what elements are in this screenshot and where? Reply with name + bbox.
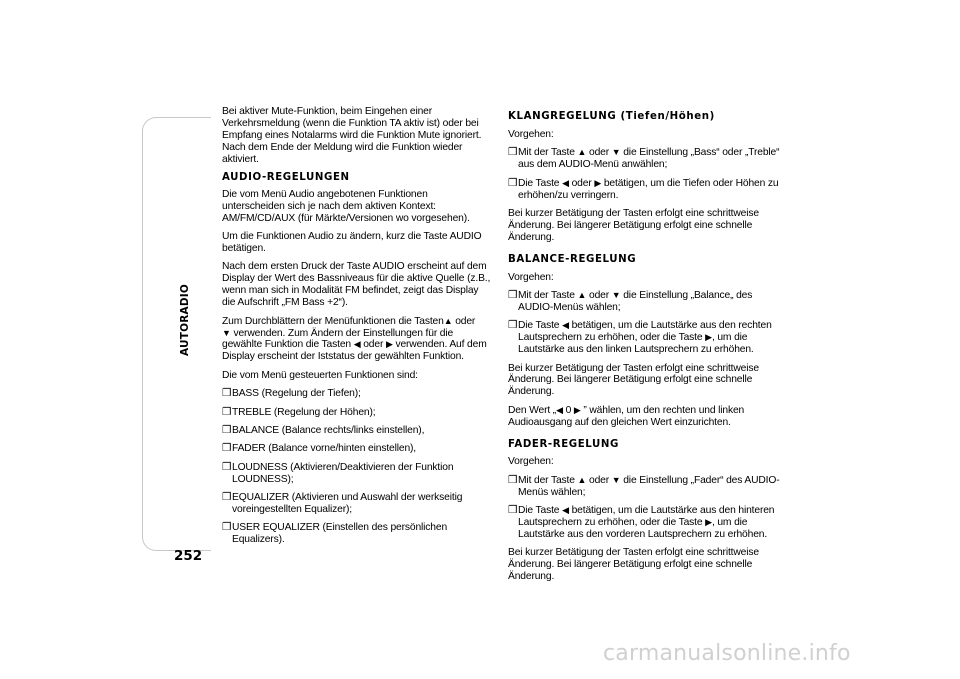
text-fragment: Mit der Taste [518, 147, 575, 159]
page-number: 252 [174, 548, 203, 564]
balance-heading: BALANCE-REGELUNG [508, 253, 637, 265]
text-fragment: betätigen, um die Tiefen oder Höhen zu erhöhen/zu verringern. [518, 177, 779, 201]
text-fragment: oder [589, 289, 610, 301]
list-item [222, 425, 492, 437]
down-arrow-icon: ▼ [611, 147, 621, 158]
list-item [508, 147, 783, 171]
checkbox-bullet-icon: ❒ [508, 289, 518, 301]
left-arrow-icon: ◀ [562, 505, 569, 516]
list-item [222, 388, 492, 400]
list-item [508, 290, 783, 314]
checkbox-bullet-icon: ❒ [508, 177, 518, 189]
fader-note: Bei kurzer Betätigung der Tasten erfolgt eine schrittweise Änderung. Bei längerer Betätigung erfolgt eine schnelle Änderung. [508, 547, 759, 583]
right-arrow-icon: ▶ [385, 339, 393, 350]
text-fragment: Mit der Taste [518, 289, 575, 301]
balance-center-value [508, 405, 783, 429]
checkbox-bullet-icon: ❒ [222, 406, 232, 418]
paragraph-first-press: Nach dem ersten Druck der Taste AUDIO erscheint auf dem Display der Wert des Bassniveaus für die aktive Quelle (z.B., wenn man sich in Modalität FM befindet, zeigt das Display die Aufschrift „FM Bass +2“). [222, 261, 491, 309]
down-arrow-icon: ▼ [222, 327, 231, 338]
list-item [508, 178, 783, 202]
text-fragment: , um die Lautstärke aus den vorderen Lautsprechern zu erhöhen. [518, 517, 768, 540]
fader-vorgehen: Vorgehen: [508, 456, 554, 468]
list-item [222, 492, 492, 516]
list-item [222, 443, 492, 455]
section-tab [168, 260, 202, 380]
paragraph-context: Die vom Menü Audio angebotenen Funktionen unterscheiden sich je nach dem aktiven Kontext: AM/FM/CD/AUX (für Märkte/Versionen wo vorgesehen). [222, 188, 470, 224]
text-fragment: oder [455, 315, 476, 327]
text-fragment: Mit der Taste [518, 474, 575, 486]
checkbox-bullet-icon: ❒ [508, 474, 518, 486]
audio-heading: AUDIO-REGELUNGEN [222, 172, 350, 184]
text-fragment: , um die Lautstärke aus den linken Lautsprechern zu erhöhen. [518, 332, 754, 356]
list-item-text: LOUDNESS (Aktivieren/Deaktivieren der Funktion LOUDNESS); [232, 461, 454, 485]
text-fragment: oder [589, 474, 610, 486]
checkbox-bullet-icon: ❒ [508, 320, 518, 332]
paragraph-navigation [222, 316, 492, 364]
checkbox-bullet-icon: ❒ [222, 424, 232, 436]
paragraph-functions-intro: Die vom Menü gesteuerten Funktionen sind: [222, 369, 418, 381]
list-item-text: BASS (Regelung der Tiefen); [232, 388, 361, 400]
klang-heading: KLANGREGELUNG (Tiefen/Höhen) [508, 111, 715, 122]
right-arrow-icon: ▶ [573, 404, 581, 415]
text-fragment: betätigen, um die Lautstärke aus den hinteren Lautsprechern zu erhöhen, oder die Taste [518, 505, 775, 529]
text-fragment: Den Wert „ [508, 404, 557, 416]
text-fragment: verwenden. Zum Ändern der Einstellungen für die gewählte Funktion die Tasten [222, 327, 454, 351]
right-arrow-icon: ▶ [705, 332, 712, 343]
text-fragment: ” wählen, um den rechten und linken Audioausgang auf den gleichen Wert einzurichten. [508, 404, 745, 428]
checkbox-bullet-icon: ❒ [222, 522, 232, 534]
left-arrow-icon: ◀ [353, 339, 361, 350]
text-fragment: oder [571, 177, 592, 189]
list-item-text: BALANCE (Balance rechts/links einstellen), [232, 424, 425, 436]
text-fragment: Die Taste [518, 320, 560, 332]
left-arrow-icon: ◀ [562, 320, 569, 331]
text-fragment: die Einstellung „Bass“ oder „Treble“ aus dem AUDIO-Menü anwählen; [518, 147, 780, 171]
paragraph-audio-button: Um die Funktionen Audio zu ändern, kurz die Taste AUDIO betätigen. [222, 231, 482, 255]
list-item-text: EQUALIZER (Aktivieren und Auswahl der werkseitig voreingestellten Equalizer); [232, 492, 463, 515]
list-item [222, 462, 492, 486]
checkbox-bullet-icon: ❒ [222, 388, 232, 400]
text-fragment: 0 [565, 404, 572, 416]
checkbox-bullet-icon: ❒ [508, 147, 518, 159]
list-item-text: FADER (Balance vorne/hinten einstellen), [232, 443, 417, 455]
list-item [508, 505, 783, 541]
down-arrow-icon: ▼ [611, 474, 621, 485]
text-fragment: betätigen, um die Lautstärke aus den rechten Lautsprechern zu erhöhen, oder die Taste [518, 320, 772, 344]
text-fragment: Die Taste [518, 177, 560, 189]
right-column [508, 111, 783, 590]
checkbox-bullet-icon: ❒ [222, 461, 232, 473]
balance-vorgehen: Vorgehen: [508, 271, 554, 283]
checkbox-bullet-icon: ❒ [508, 505, 518, 517]
up-arrow-icon: ▲ [577, 147, 587, 158]
list-item [222, 407, 492, 419]
up-arrow-icon: ▲ [443, 315, 453, 326]
text-fragment: oder [363, 339, 384, 351]
text-fragment: Die Taste [518, 505, 560, 517]
list-item-text: TREBLE (Regelung der Höhen); [232, 406, 376, 418]
down-arrow-icon: ▼ [611, 289, 621, 300]
klang-vorgehen: Vorgehen: [508, 128, 554, 140]
left-arrow-icon: ◀ [556, 404, 563, 415]
text-fragment: verwenden. Auf dem Display erscheint der Iststatus der gewählten Funktion. [222, 339, 487, 363]
text-fragment: die Einstellung „Balance„ des AUDIO-Menüs wählen; [518, 289, 753, 313]
right-arrow-icon: ▶ [705, 517, 712, 528]
text-fragment: Zum Durchblättern der Menüfunktionen die Tasten [222, 315, 444, 327]
up-arrow-icon: ▲ [577, 289, 587, 300]
balance-note: Bei kurzer Betätigung der Tasten erfolgt eine schrittweise Änderung. Bei längerer Betätigung erfolgt eine schnelle Änderung. [508, 362, 759, 398]
right-arrow-icon: ▶ [594, 177, 602, 188]
watermark: carmanualsonline.info [603, 641, 851, 666]
fader-heading: FADER-REGELUNG [508, 438, 619, 450]
list-item [508, 320, 783, 356]
text-fragment: die Einstellung „Fader“ des AUDIO-Menüs wählen; [518, 474, 780, 498]
text-fragment: oder [589, 147, 610, 159]
list-item [508, 475, 783, 499]
klang-note: Bei kurzer Betätigung der Tasten erfolgt eine schrittweise Änderung. Bei längerer Betätigung erfolgt eine schnelle Änderung. [508, 207, 759, 243]
checkbox-bullet-icon: ❒ [222, 443, 232, 455]
left-arrow-icon: ◀ [562, 177, 569, 188]
up-arrow-icon: ▲ [577, 474, 587, 485]
section-tab-label: AUTORADIO [179, 284, 191, 356]
list-item-text: USER EQUALIZER (Einstellen des persönlichen Equalizers). [232, 522, 448, 546]
intro-paragraph: Bei aktiver Mute-Funktion, beim Eingehen einer Verkehrsmeldung (wenn die Funktion TA aktiv ist) oder bei Empfang eines Notalarms wird die Funktion Mute ignoriert. Nach dem Ende der Meldung wird die Funktion wieder aktiviert. [222, 106, 482, 165]
list-item [222, 522, 492, 546]
left-column [222, 106, 492, 553]
checkbox-bullet-icon: ❒ [222, 492, 232, 504]
